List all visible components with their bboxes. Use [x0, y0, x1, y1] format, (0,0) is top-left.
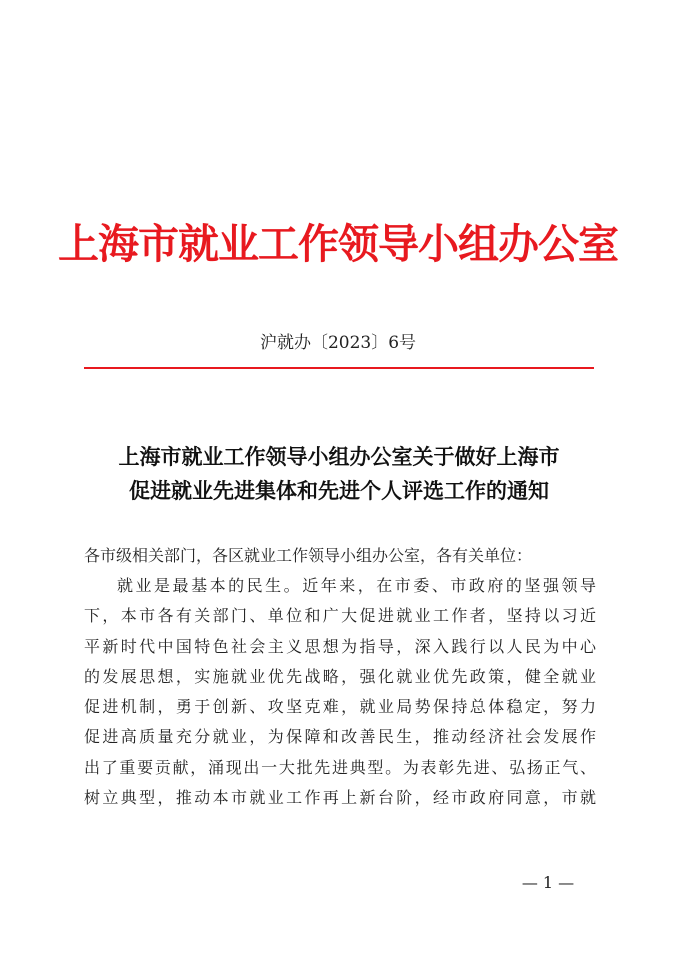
- body-line: 就业是最基本的民生。近年来，在市委、市政府的坚强领导: [117, 576, 596, 595]
- body-text: [84, 571, 596, 813]
- body-line: 的发展思想，实施就业优先战略，强化就业优先政策，健全就业: [84, 666, 596, 686]
- document-number: 沪就办〔2023〕6号: [259, 333, 417, 353]
- issuing-organization-title: 上海市就业工作领导小组办公室: [58, 220, 618, 268]
- red-divider-line: [84, 367, 594, 369]
- body-line: 出了重要贡献，涌现出一大批先进典型。为表彰先进、弘扬正气、: [84, 757, 596, 777]
- salutation: 各市级相关部门，各区就业工作领导小组办公室，各有关单位：: [84, 546, 533, 565]
- body-line: 树立典型，推动本市就业工作再上新台阶，经市政府同意，市就: [84, 788, 596, 808]
- body-line: 下，本市各有关部门、单位和广大促进就业工作者，坚持以习近: [84, 606, 596, 626]
- body-line: 促进高质量充分就业，为保障和改善民生，推动经济社会发展作: [84, 727, 596, 747]
- document-title-line-2: 促进就业先进集体和先进个人评选工作的通知: [129, 479, 549, 503]
- body-line: 平新时代中国特色社会主义思想为指导，深入践行以人民为中心: [84, 636, 596, 656]
- page-number: — 1 —: [521, 873, 575, 892]
- document-title-line-1: 上海市就业工作领导小组办公室关于做好上海市: [118, 445, 560, 469]
- body-line: 促进机制，勇于创新、攻坚克难，就业局势保持总体稳定，努力: [84, 697, 596, 717]
- document-title: [84, 440, 594, 508]
